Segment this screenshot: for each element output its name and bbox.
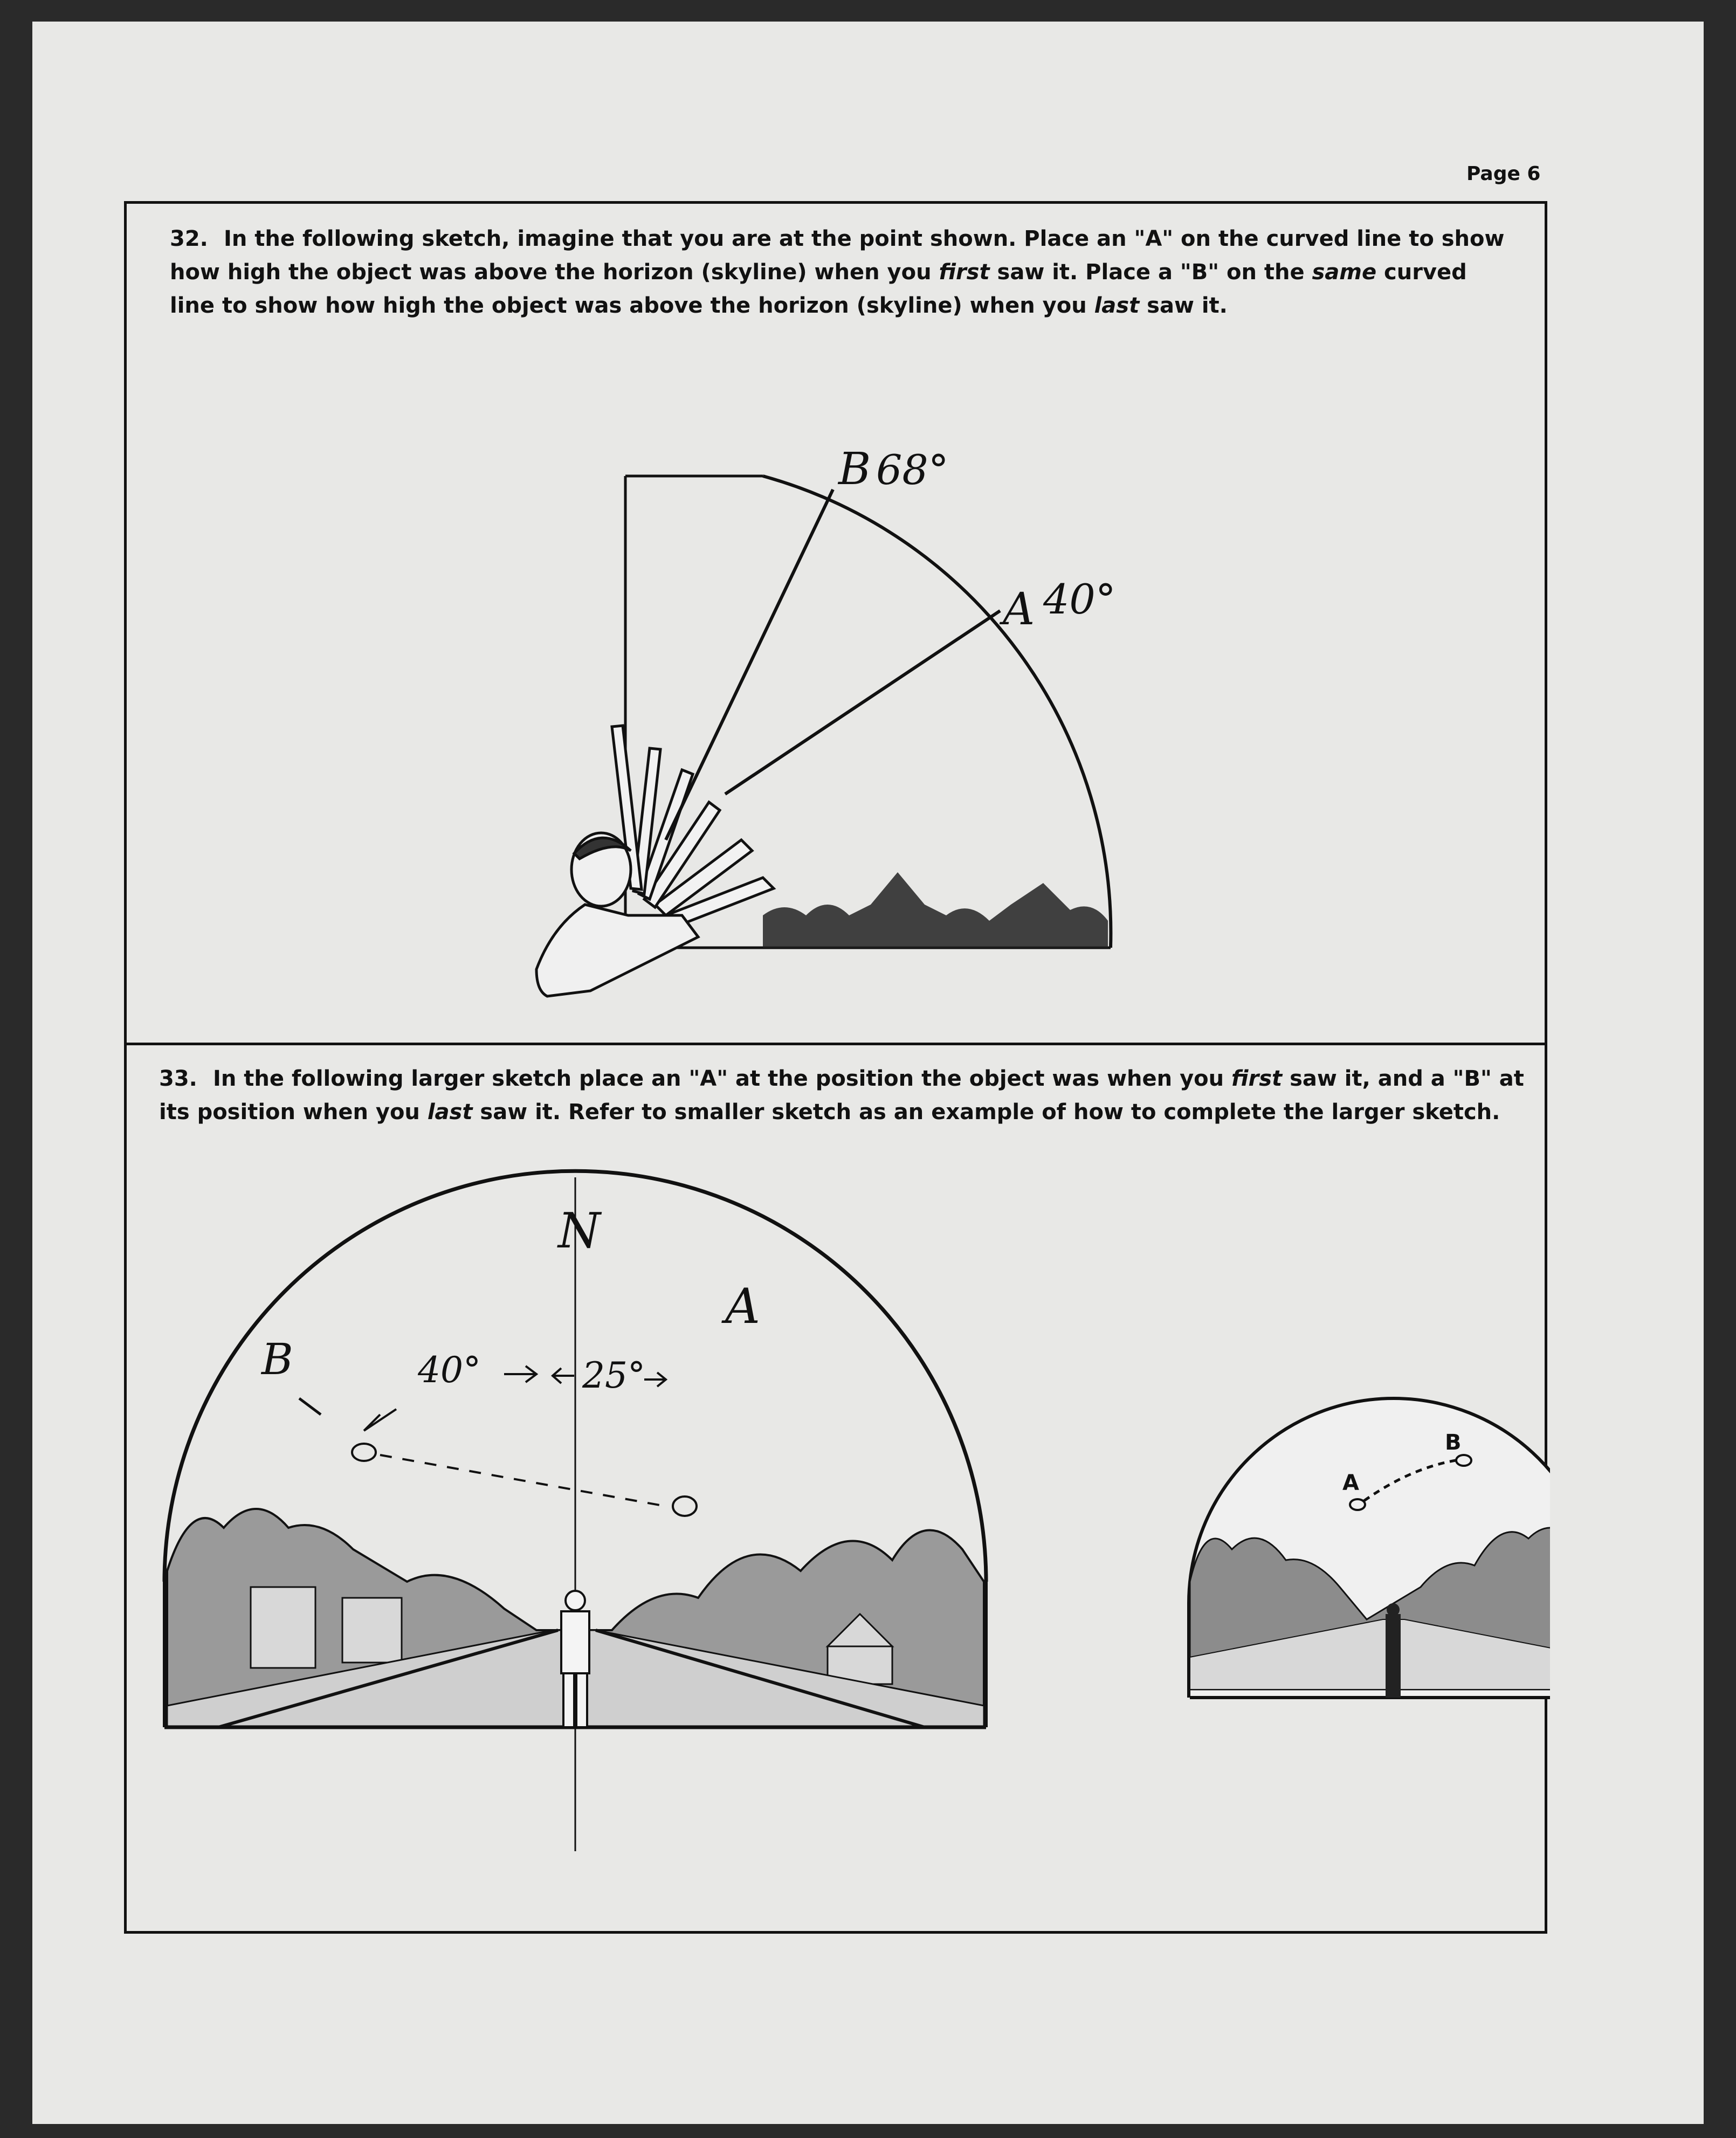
elevation-arc <box>763 476 1111 948</box>
pointing-hands <box>612 726 774 926</box>
example-b-label: B <box>1445 1430 1462 1455</box>
question-33-number: 33. <box>159 1066 197 1091</box>
handwritten-north: N <box>558 1203 601 1259</box>
question-32-number: 32. <box>170 226 208 251</box>
page-number: Page 6 <box>1466 163 1541 185</box>
elevation-sketch <box>127 204 1550 1043</box>
handwritten-b-angle: 68° <box>876 446 949 494</box>
a-position-circle <box>673 1496 697 1516</box>
b-position-circle <box>352 1444 376 1461</box>
handwritten-angle-40: 40° <box>418 1349 481 1391</box>
sight-line-b <box>666 489 833 840</box>
arrow-right-2 <box>644 1373 666 1387</box>
handwritten-a: A <box>1003 584 1035 635</box>
handwritten-a-angle: 40° <box>1043 575 1116 623</box>
arrow-diagonal <box>364 1409 396 1431</box>
questionnaire-page <box>32 22 1704 2124</box>
handwritten-a-large: A <box>725 1278 760 1335</box>
handwritten-b: B <box>838 444 871 495</box>
b-tick <box>299 1398 321 1415</box>
question-32-text: In the following sketch, imagine that you are at the point shown. Place an "A" on the curved line to show how high the object was above the horizon (skyline) when you first saw it. Place a "B" on the same curved line to show how high the object was above the horizon (skyline) when you last saw it. <box>170 226 1505 318</box>
sky-position-sketch <box>127 1043 1550 1932</box>
sight-line-a <box>725 611 1000 794</box>
example-a-label: A <box>1342 1471 1359 1495</box>
arrow-left <box>553 1368 574 1383</box>
handwritten-b-large: B <box>261 1334 293 1384</box>
example-sketch <box>1189 1398 1550 1698</box>
skyline-illustration <box>763 872 1108 948</box>
questions-frame <box>124 201 1547 1934</box>
object-path <box>380 1455 666 1506</box>
arrow-right <box>504 1366 536 1382</box>
standing-figure <box>561 1591 589 1727</box>
question-33-text: In the following larger sketch place an "A" at the position the object was when you first saw it, and a "B" at its position when you last saw it. Refer to smaller sketch as an example of how to complete the larger sketch. <box>159 1066 1524 1125</box>
handwritten-angle-25: 25° <box>582 1355 645 1396</box>
